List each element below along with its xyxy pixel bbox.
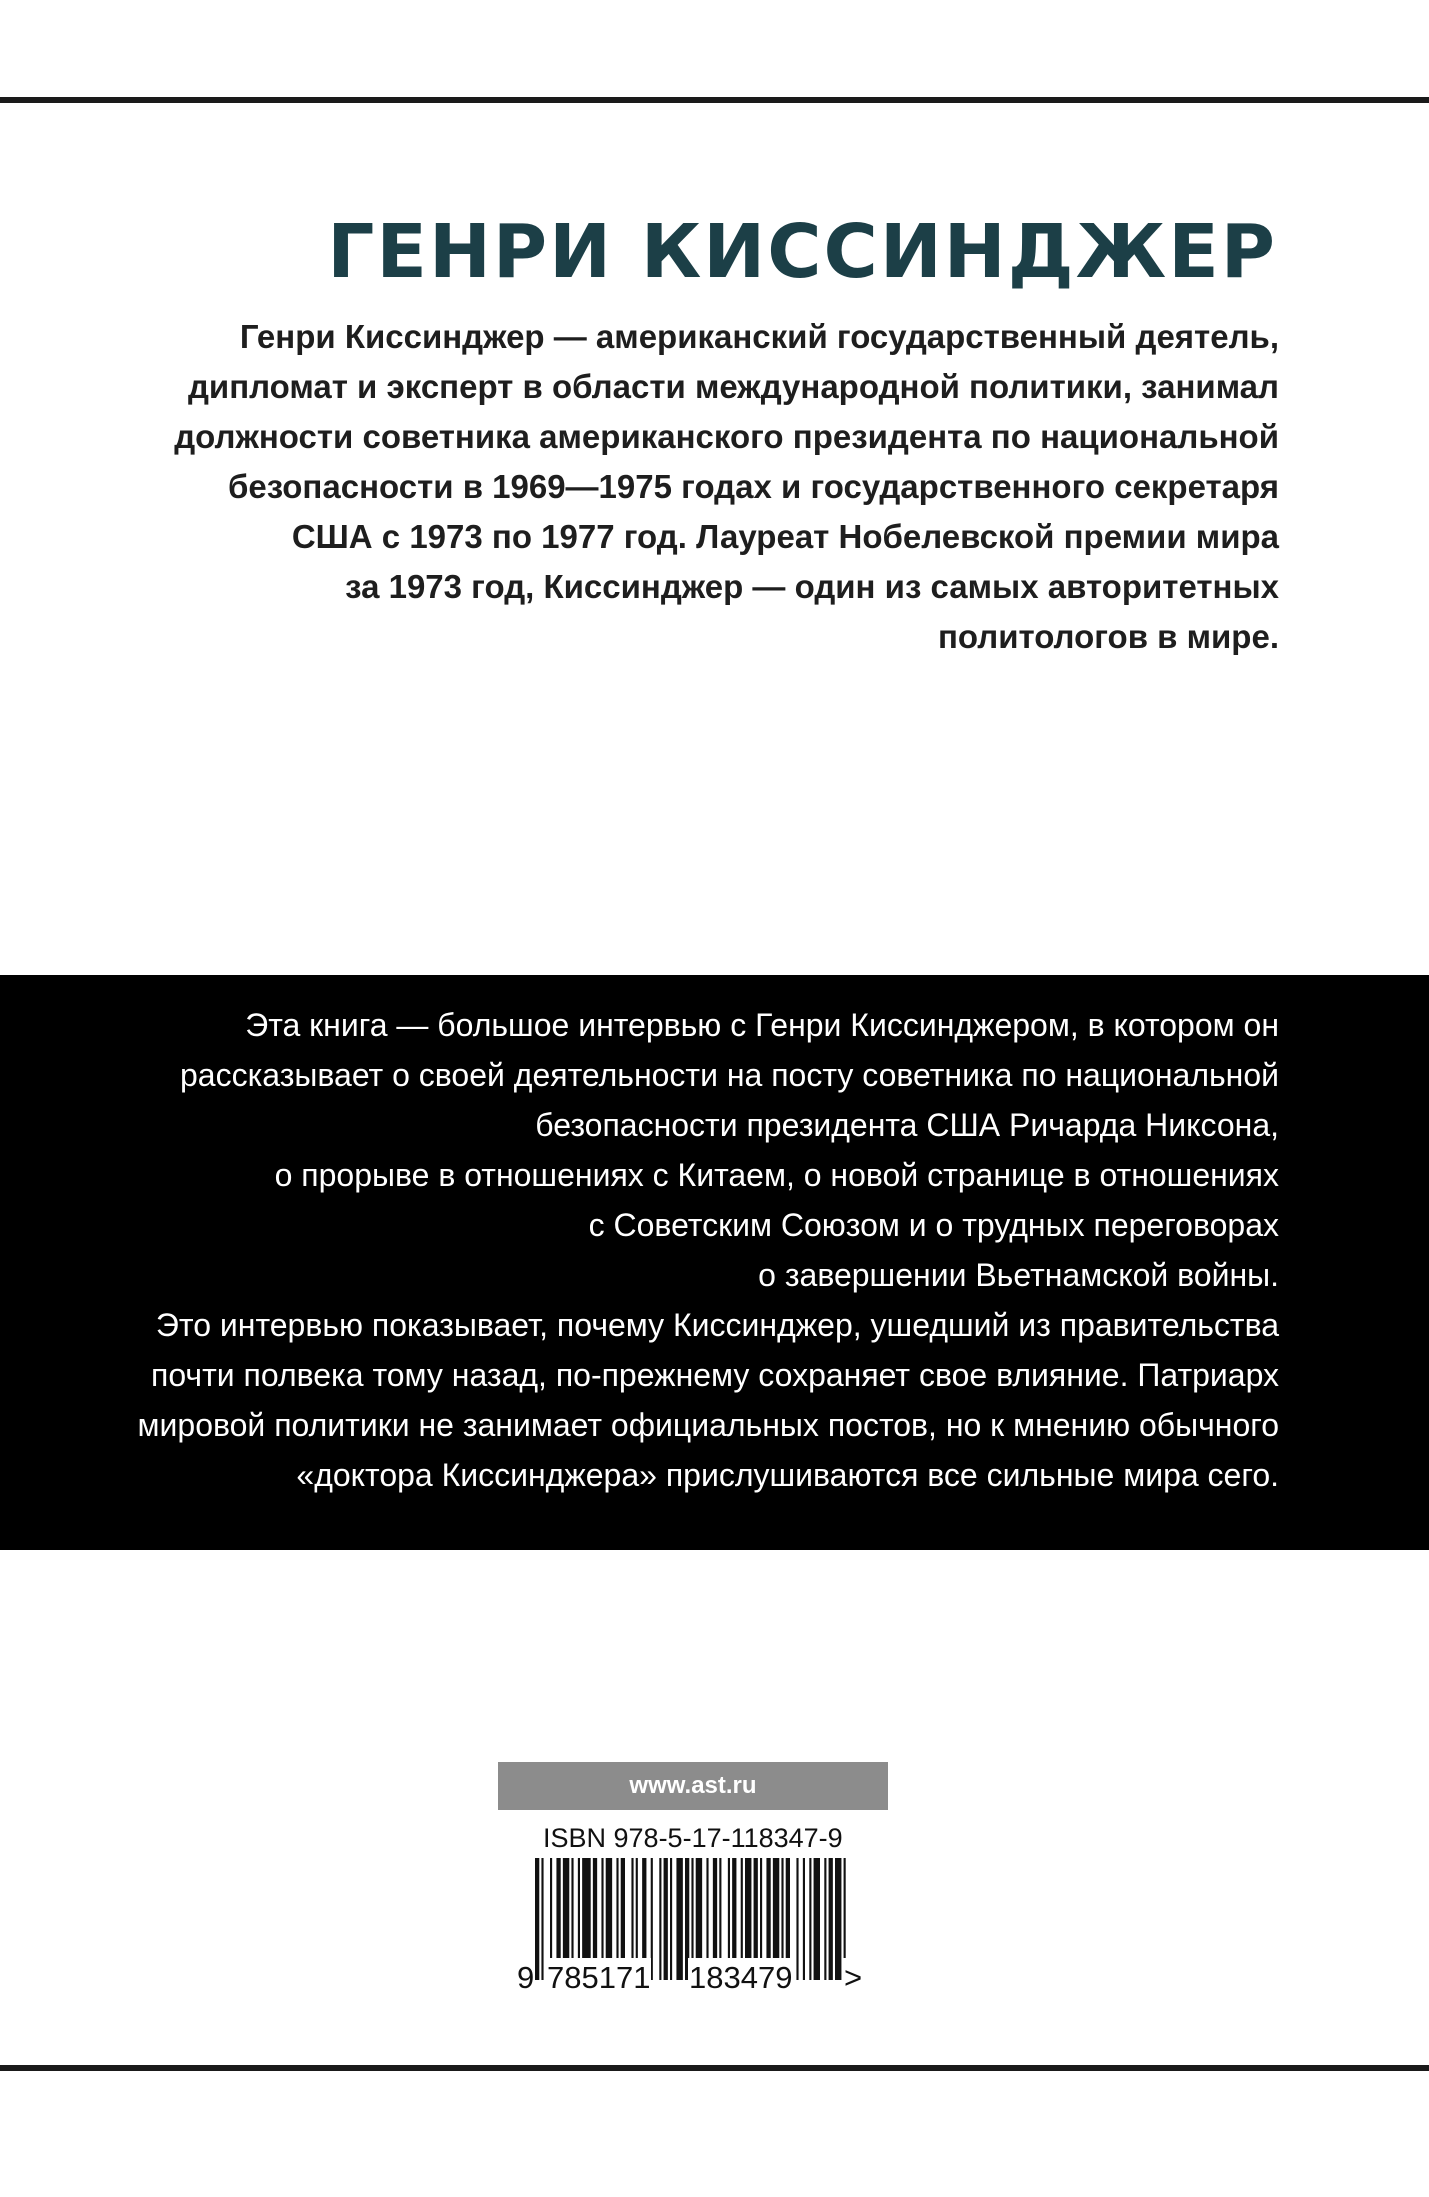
barcode-left-group: 785171 — [546, 1958, 651, 1998]
barcode-end-mark: > — [843, 1958, 863, 1998]
description-line: Это интервью показывает, почему Киссинджер, ушедший из правительства — [155, 1307, 1279, 1343]
description-line: рассказывает о своей деятельности на посту советника по национальной — [179, 1057, 1279, 1093]
author-title: ГЕНРИ КИССИНДЖЕР — [327, 209, 1277, 295]
bio-line: должности советника американского президента по национальной — [174, 418, 1279, 455]
bio-line: США с 1973 по 1977 год. Лауреат Нобелевской премии мира — [291, 518, 1279, 555]
bio-line: за 1973 год, Киссинджер — один из самых авторитетных — [345, 568, 1279, 605]
book-description — [29, 1000, 1279, 1500]
description-line: безопасности президента США Ричарда Никсона, — [535, 1107, 1279, 1143]
bottom-rule — [0, 2065, 1429, 2071]
description-line: мировой политики не занимает официальных постов, но к мнению обычного — [137, 1407, 1279, 1443]
description-line: Эта книга — большое интервью с Генри Киссинджером, в котором он — [245, 1007, 1279, 1043]
top-rule — [0, 97, 1429, 103]
isbn-label: ISBN 978-5-17-118347-9 — [543, 1823, 843, 1853]
barcode-right-group: 183479 — [688, 1958, 793, 1998]
website-url: www.ast.ru — [498, 1762, 888, 1810]
description-line: о завершении Вьетнамской войны. — [758, 1257, 1279, 1293]
bio-line: дипломат и эксперт в области международной политики, занимал — [187, 368, 1279, 405]
bio-line: Генри Киссинджер — американский государственный деятель, — [239, 318, 1279, 355]
description-line: «доктора Киссинджера» прислушиваются все сильные мира сего. — [296, 1457, 1279, 1493]
description-line: о прорыве в отношениях с Китаем, о новой странице в отношениях — [274, 1157, 1279, 1193]
description-line: почти полвека тому назад, по-прежнему сохраняет свое влияние. Патриарх — [151, 1357, 1279, 1393]
bio-line: безопасности в 1969—1975 годах и государственного секретаря — [227, 468, 1279, 505]
bio-line: политологов в мире. — [937, 618, 1279, 655]
barcode-lead-digit: 9 — [516, 1958, 535, 1998]
author-bio — [79, 312, 1279, 662]
barcode-digits — [516, 1958, 866, 1998]
description-line: с Советским Союзом и о трудных переговорах — [588, 1207, 1279, 1243]
